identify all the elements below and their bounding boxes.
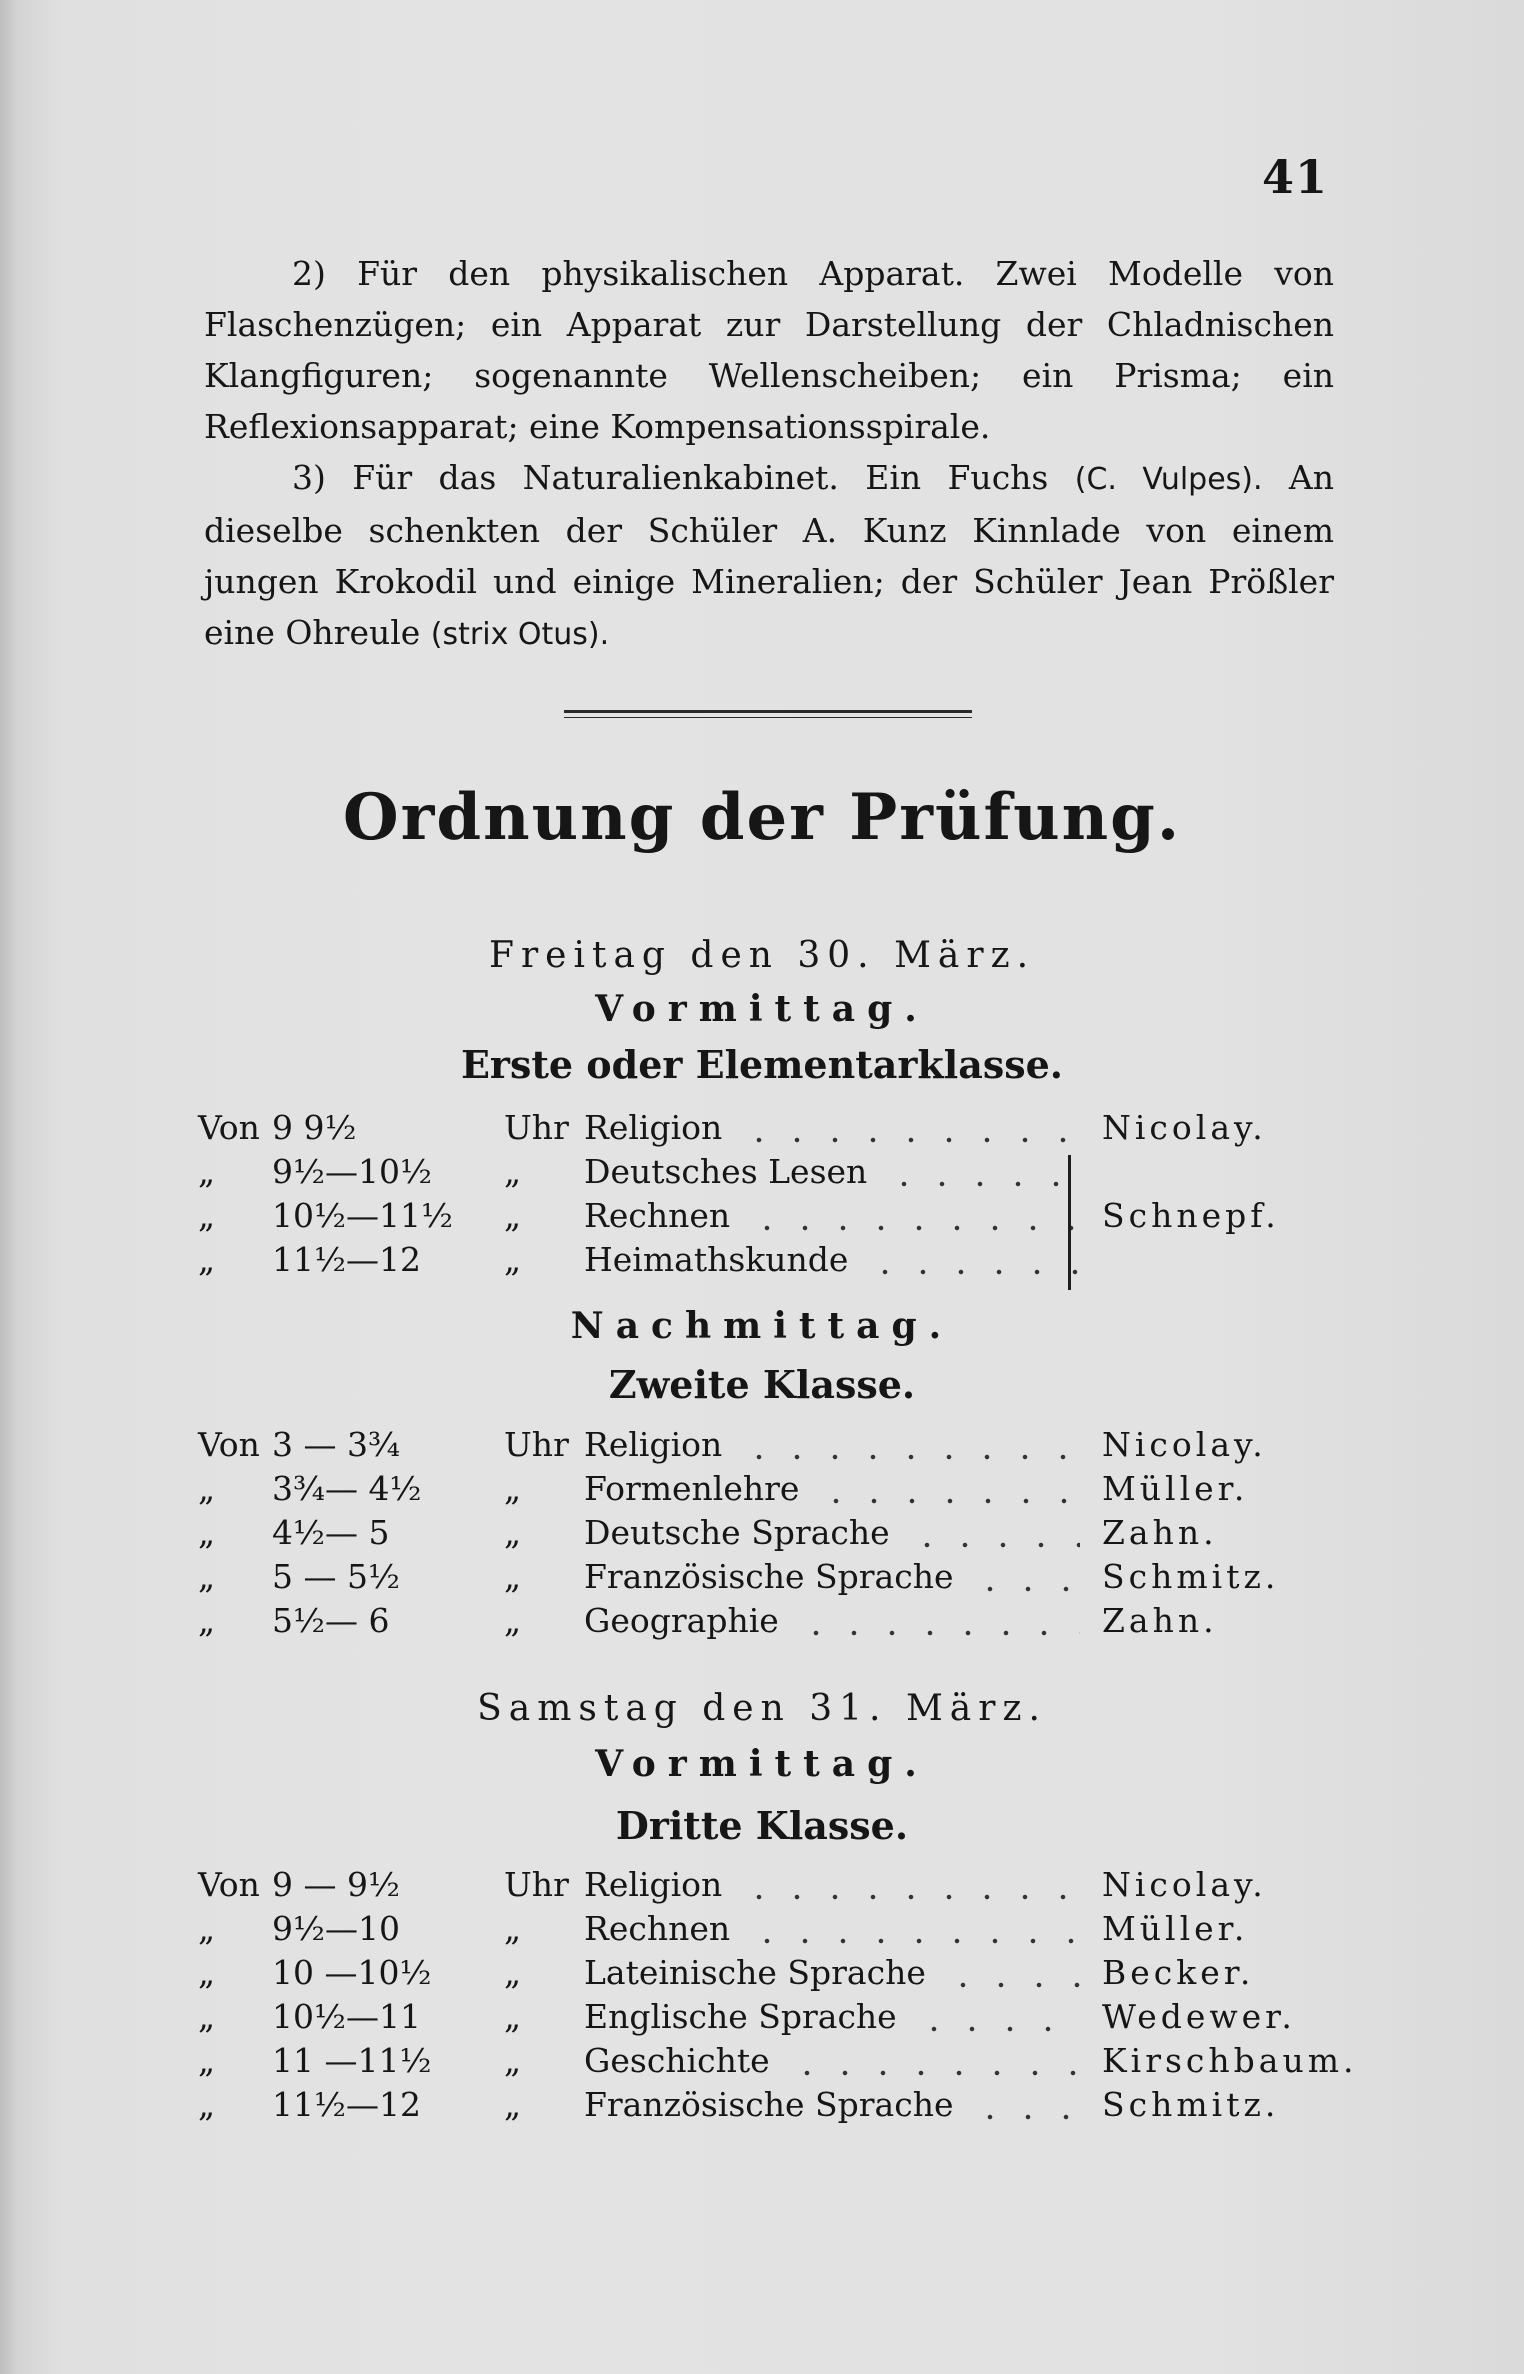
leader-dots [817,1467,1080,1511]
day-heading-friday: Freitag den 30. März. [488,935,1036,976]
row-von: „ [198,1513,216,1552]
row-von: Von [198,1865,260,1904]
row-subject: Religion [584,1108,723,1147]
row-uhr: „ [504,1997,522,2036]
row-uhr: Uhr [504,1108,569,1147]
row-von: „ [198,2041,216,2080]
schedule-row [0,1907,1524,1951]
row-von: „ [198,1557,216,1596]
latin-name-fox: (C. Vulpes). [1074,462,1263,497]
schedule-row [0,1238,1524,1282]
row-subject: Französische Sprache [584,2085,954,2124]
schedule-row [0,1951,1524,1995]
leader-dots [915,1995,1080,2039]
row-time: 5½— 6 [272,1601,390,1640]
row-subject: Formenlehre [584,1469,800,1508]
session-heading-afternoon: Nachmittag. [570,1305,954,1347]
schedule-row [0,2083,1524,2127]
paragraph-natural-history [204,452,1334,660]
row-uhr: „ [504,1152,522,1191]
paragraph-physics-text: 2) Für den physikalischen Apparat. Zwei Modelle von Flaschenzügen; ein Apparat zur Darstellung der Chladnischen Klangfiguren; sogenannte Wellenscheiben; ein Prisma; ein Reflexionsapparat; eine Kompensationsspirale. [204,254,1334,446]
schedule-row [0,1106,1524,1150]
latin-name-owl: (strix Otus). [430,617,610,652]
row-uhr: „ [504,1196,522,1235]
row-subject: Religion [584,1425,723,1464]
row-teacher: Kirschbaum. [1102,2041,1358,2080]
leader-dots [788,2039,1080,2083]
leader-dots [740,1423,1080,1467]
row-uhr: „ [504,1240,522,1279]
row-von: „ [198,2085,216,2124]
teacher-brace [1068,1155,1077,1290]
class-heading-second: Zweite Klasse. [608,1362,916,1407]
row-von: „ [198,1469,216,1508]
row-time: 10½—11 [272,1997,421,2036]
row-teacher: Zahn. [1102,1513,1218,1552]
schedule-row [0,1467,1524,1511]
schedule-row [0,1863,1524,1907]
row-von: Von [198,1425,260,1464]
row-time: 10½—11½ [272,1196,453,1235]
session-heading-morning-2: Vormittag. [595,1743,929,1785]
leader-dots [908,1511,1080,1555]
leader-dots [885,1150,1080,1194]
row-teacher: Schnepf. [1102,1196,1280,1235]
row-time: 11 —11½ [272,2041,432,2080]
leader-dots [866,1238,1080,1282]
row-teacher: Nicolay. [1102,1108,1267,1147]
row-subject: Geographie [584,1601,779,1640]
row-teacher: Wedewer. [1102,1997,1296,2036]
row-von: „ [198,1196,216,1235]
row-teacher: Nicolay. [1102,1865,1267,1904]
row-uhr: „ [504,1601,522,1640]
row-uhr: Uhr [504,1425,569,1464]
leader-dots [971,2083,1080,2127]
row-uhr: „ [504,2085,522,2124]
row-subject: Rechnen [584,1196,731,1235]
row-uhr: „ [504,1953,522,1992]
row-teacher: Becker. [1102,1953,1255,1992]
row-uhr: Uhr [504,1865,569,1904]
row-subject: Lateinische Sprache [584,1953,926,1992]
leader-dots [944,1951,1080,1995]
row-teacher: Müller. [1102,1909,1249,1948]
row-teacher: Zahn. [1102,1601,1218,1640]
row-uhr: „ [504,2041,522,2080]
row-time: 5 — 5½ [272,1557,400,1596]
row-uhr: „ [504,1469,522,1508]
row-von: „ [198,1909,216,1948]
row-time: 10 —10½ [272,1953,432,1992]
row-time: 4½— 5 [272,1513,390,1552]
row-uhr: „ [504,1909,522,1948]
row-time: 9 9½ [272,1108,357,1147]
row-subject: Französische Sprache [584,1557,954,1596]
row-time: 3¾— 4½ [272,1469,422,1508]
row-subject: Deutsche Sprache [584,1513,890,1552]
schedule-row [0,1599,1524,1643]
leader-dots [971,1555,1080,1599]
row-time: 9½—10 [272,1909,400,1948]
row-teacher: Schmitz. [1102,2085,1280,2124]
session-heading-morning-1: Vormittag. [595,988,929,1030]
paragraph-nature-text-1: 3) Für das Naturalienkabinet. Ein Fuchs [292,458,1075,497]
page-title: Ordnung der Prüfung. [342,780,1182,855]
row-subject: Rechnen [584,1909,731,1948]
row-time: 9½—10½ [272,1152,432,1191]
row-subject: Heimathskunde [584,1240,849,1279]
class-heading-first: Erste oder Elementarklasse. [460,1042,1064,1087]
row-teacher: Nicolay. [1102,1425,1267,1464]
paragraph-nature-text-2: An dieselbe schenkten der Schüler A. Kunz Kinnlade von einem jungen Krokodil und einige Mineralien; der Schüler Jean Prößler eine Ohreule [204,458,1334,652]
schedule-row [0,1150,1524,1194]
schedule-row [0,1555,1524,1599]
row-subject: Englische Sprache [584,1997,897,2036]
row-uhr: „ [504,1557,522,1596]
row-von: Von [198,1108,260,1147]
row-time: 11½—12 [272,1240,421,1279]
row-von: „ [198,1152,216,1191]
section-divider [564,710,972,718]
schedule-row [0,1423,1524,1467]
schedule-row [0,1511,1524,1555]
row-subject: Deutsches Lesen [584,1152,868,1191]
row-time: 11½—12 [272,2085,421,2124]
row-time: 3 — 3¾ [272,1425,400,1464]
paragraph-physics-apparatus [204,248,1334,452]
leader-dots [748,1194,1080,1238]
class-heading-third: Dritte Klasse. [615,1803,909,1848]
row-teacher: Müller. [1102,1469,1249,1508]
page-number: 41 [1262,150,1329,204]
schedule-row [0,1194,1524,1238]
row-von: „ [198,1997,216,2036]
row-teacher: Schmitz. [1102,1557,1280,1596]
leader-dots [740,1106,1080,1150]
row-uhr: „ [504,1513,522,1552]
row-von: „ [198,1953,216,1992]
leader-dots [740,1863,1080,1907]
schedule-row [0,1995,1524,2039]
row-subject: Geschichte [584,2041,770,2080]
leader-dots [797,1599,1080,1643]
row-von: „ [198,1601,216,1640]
day-heading-saturday: Samstag den 31. März. [477,1688,1047,1729]
row-von: „ [198,1240,216,1279]
row-subject: Religion [584,1865,723,1904]
leader-dots [748,1907,1080,1951]
row-time: 9 — 9½ [272,1865,400,1904]
schedule-row [0,2039,1524,2083]
